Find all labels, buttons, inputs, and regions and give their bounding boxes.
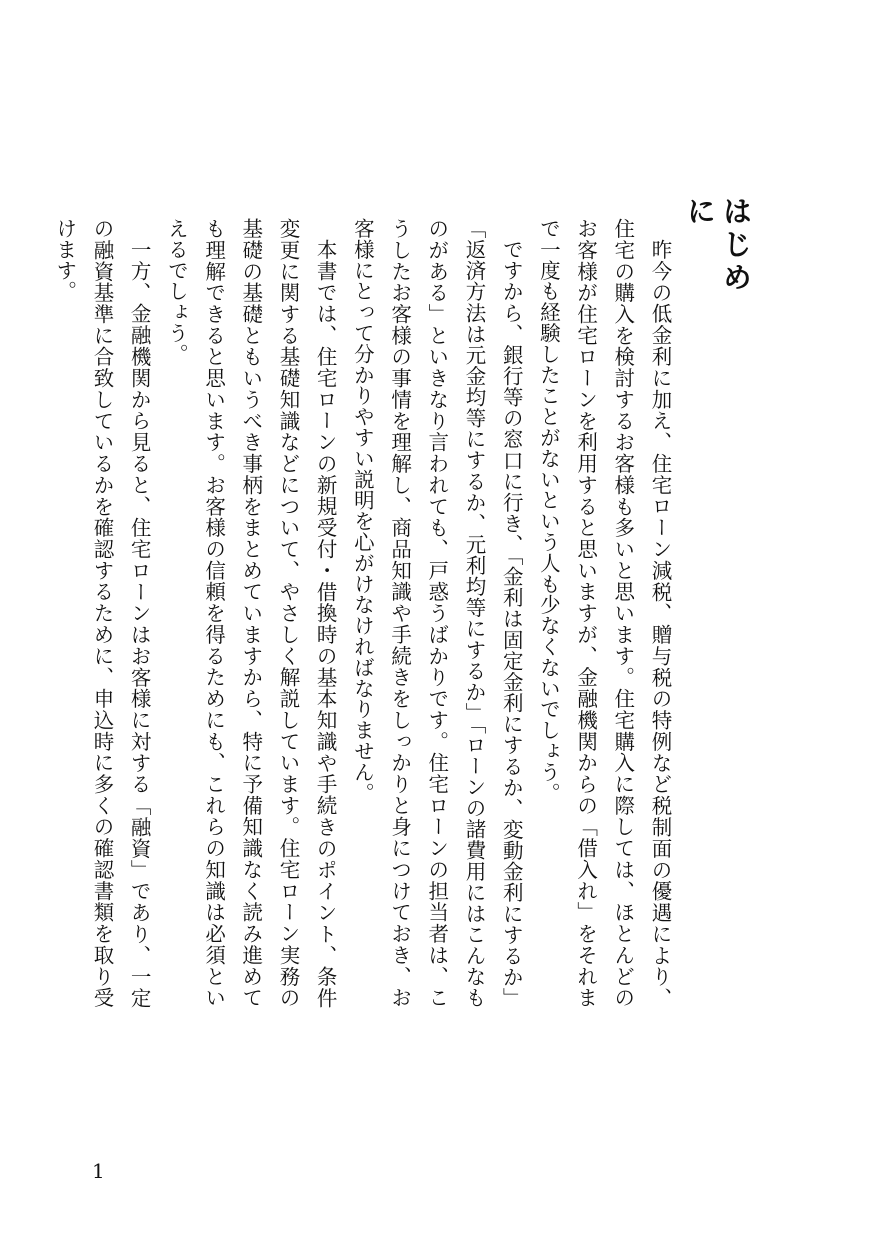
page-title: はじめに: [683, 196, 753, 295]
paragraph: 本書では、住宅ローンの新規受付・借換時の基本知識や手続きのポイント、条件変更に関する基礎知識などについて、やさしく解説しています。住宅ローン実務の基礎の基礎ともいうべき事柄をまとめていますから、特に予備知識なく読み進めても理解できると思います。お客様の信頼を得るためにも、これらの知識は必須といえるでしょう。: [164, 218, 338, 1008]
paragraph: 一方、金融機関から見ると、住宅ローンはお客様に対する「融資」であり、一定の融資基準に合致しているかを確認するために、申込時に多くの確認書類を取り受けます。: [52, 218, 152, 1008]
paragraph: 昨今の低金利に加え、住宅ローン減税、贈与税の特例など税制面の優遇により、住宅の購入を検討するお客様も多いと思います。住宅購入に際しては、ほとんどのお客様が住宅ローンを利用すると思いますが、金融機関からの「借入れ」をそれまで一度も経験したことがないという人も少なくないでしょう。: [536, 218, 672, 1008]
paragraph: ですから、銀行等の窓口に行き、「金利は固定金利にするか、変動金利にするか」「返済方法は元金均等にするか、元利均等にするか」「ローンの諸費用にはこんなものがある」といきなり言われても、戸惑うばかりです。住宅ローンの担当者は、こうしたお客様の事情を理解し、商品知識や手続きをしっかりと身につけておき、お客様にとって分かりやすい説明を心がけなければなりません。: [350, 218, 524, 1008]
body-text: [52, 218, 678, 1008]
page-number: 1: [92, 1159, 105, 1183]
